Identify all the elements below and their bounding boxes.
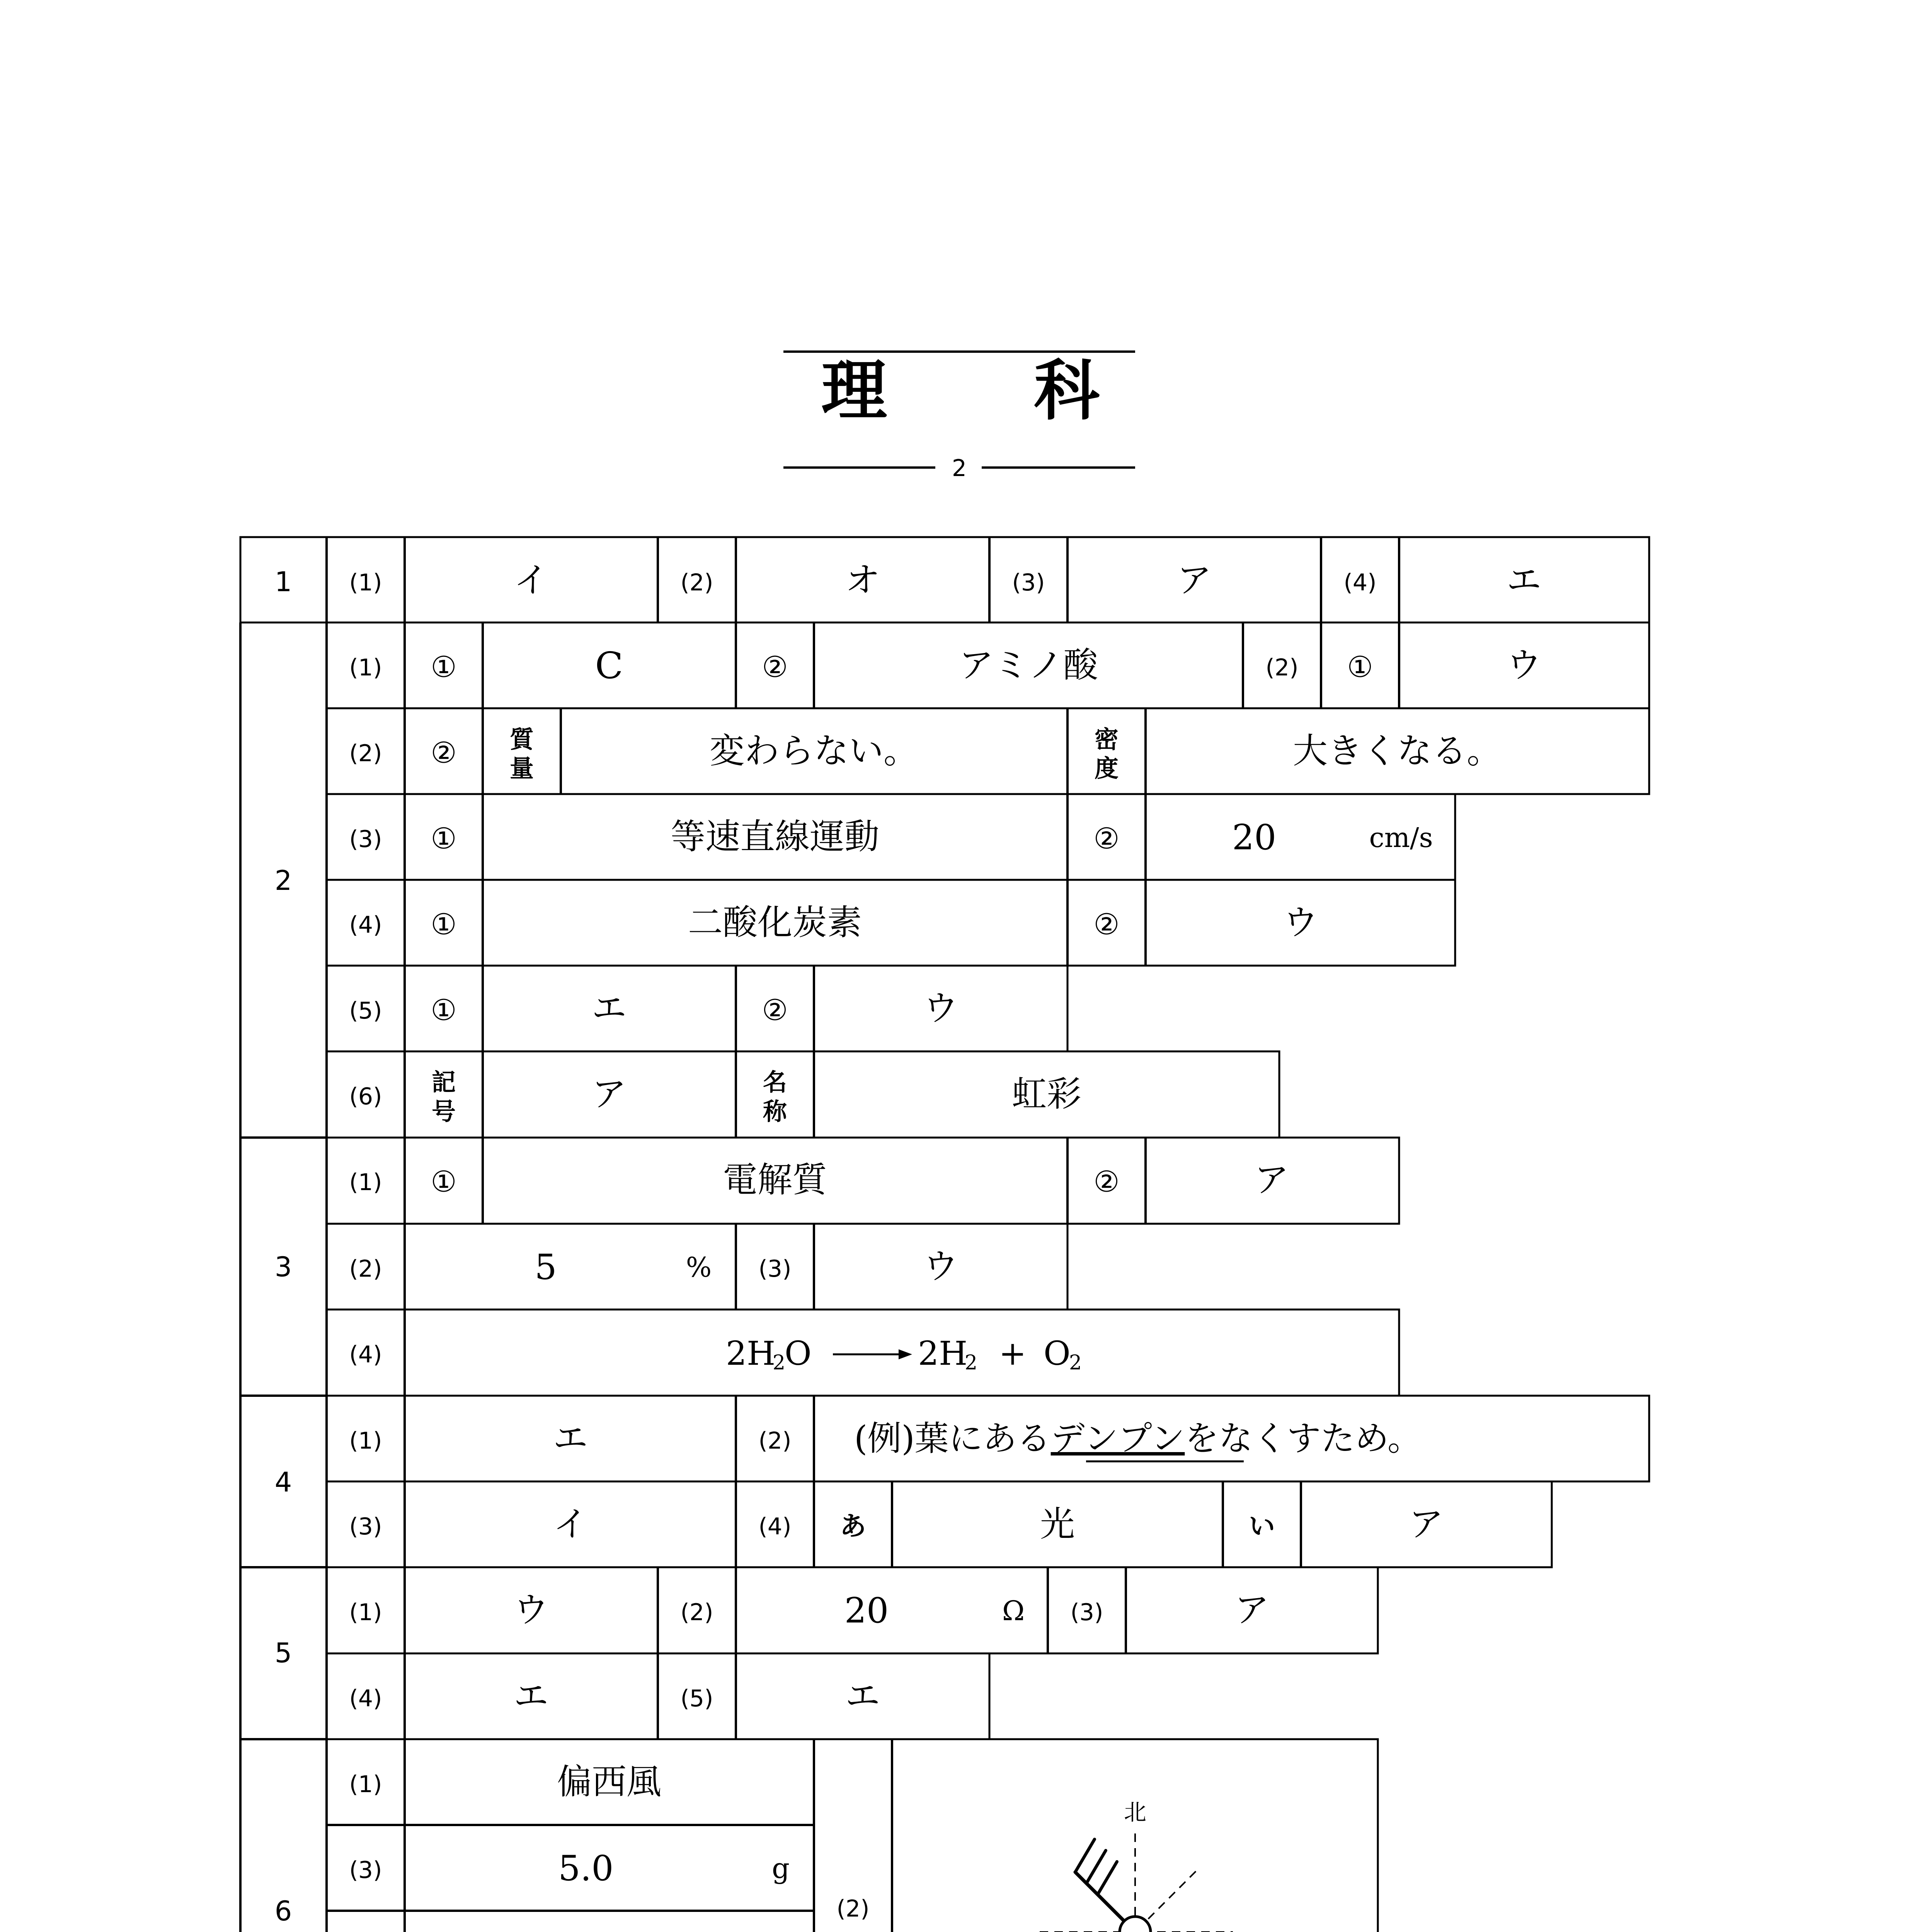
question-3 — [240, 1138, 1399, 1396]
q3-4-label: (4) — [349, 1341, 382, 1368]
q4-2-label: (2) — [758, 1427, 792, 1454]
reaction-arrow-icon — [899, 1349, 912, 1359]
q2-6-key2-top: 名 — [763, 1068, 787, 1096]
q6-2-label: (2) — [836, 1895, 870, 1922]
q2-5-label: (5) — [349, 997, 382, 1024]
q2-2b-answer2: 大きくなる。 — [1293, 731, 1502, 771]
q3-r1 — [327, 1138, 1399, 1224]
q5-4-label: (4) — [349, 1685, 382, 1712]
q5-5-answer: エ — [845, 1676, 880, 1716]
q3-2-label: (2) — [349, 1255, 382, 1282]
q6-3-answer: 5.0 — [558, 1848, 614, 1889]
q2-6-label: (6) — [349, 1083, 382, 1110]
eq-plus: + — [999, 1335, 1027, 1373]
q3-2-answer: 5 — [535, 1247, 557, 1287]
q4-3-answer: イ — [553, 1504, 588, 1544]
q3-1-answer2: ア — [1254, 1160, 1289, 1200]
q3-4-equation — [726, 1335, 1082, 1374]
q2-1-circle2: ② — [762, 650, 788, 684]
page-header — [783, 352, 1135, 482]
q2-3-unit: cm/s — [1369, 822, 1433, 854]
q2-6-key1-top: 記 — [431, 1068, 456, 1096]
wind-force-barb-1 — [1075, 1839, 1095, 1872]
q4-2-answer-pre: (例)葉にある — [854, 1418, 1051, 1458]
q2-5-answer2: ウ — [923, 988, 958, 1029]
q4-4-key-a: あ — [839, 1511, 867, 1542]
q5-3-label: (3) — [1070, 1599, 1103, 1626]
page-title-left: 理 — [821, 353, 887, 429]
q3-3-answer: ウ — [923, 1246, 958, 1287]
q2-5-circle1: ① — [431, 993, 457, 1027]
q2-2-answer1: ウ — [1507, 645, 1541, 685]
q2-6-answer1: ア — [592, 1074, 627, 1114]
question-2 — [240, 622, 1649, 1138]
q2-2b-answer1: 変わらない。 — [710, 731, 918, 771]
q2-2b-key2-bottom: 度 — [1094, 754, 1119, 782]
eq-left-o: O — [785, 1335, 812, 1373]
q3-number: 3 — [274, 1251, 292, 1283]
eq-right-o: O — [1044, 1335, 1071, 1373]
q6-number: 6 — [274, 1895, 292, 1927]
q2-r6 — [327, 1051, 1279, 1138]
q2-4-label: (4) — [349, 912, 382, 939]
q2-6-answer2: 虹彩 — [1012, 1074, 1081, 1114]
question-5 — [240, 1567, 1378, 1739]
q5-1-label: (1) — [349, 1599, 382, 1626]
wind-force-barb-3 — [1098, 1862, 1117, 1895]
q4-1-answer: エ — [553, 1418, 588, 1459]
q2-6-key2-bottom: 称 — [763, 1097, 787, 1126]
page-title-right: 科 — [1033, 353, 1100, 429]
q1-3-answer: ア — [1177, 560, 1212, 600]
eq-left-h: 2H — [726, 1335, 776, 1373]
q2-3-circle1: ① — [431, 821, 457, 855]
q5-1-answer: ウ — [514, 1590, 548, 1630]
q1-3-label: (3) — [1012, 569, 1045, 596]
q5-3-answer: ア — [1234, 1590, 1269, 1630]
q1-4-label: (4) — [1343, 569, 1377, 596]
q2-3-answer1: 等速直線運動 — [671, 816, 879, 857]
q2-2b-key2-top: 密 — [1094, 725, 1119, 753]
q2-4-answer2: ウ — [1283, 902, 1318, 943]
question-6 — [240, 1739, 1378, 1932]
eq-right-h: 2H — [918, 1335, 968, 1373]
q6-3-unit: g — [771, 1852, 790, 1884]
q3-r3 — [327, 1310, 1399, 1396]
question-4 — [240, 1396, 1649, 1567]
q4-3-label: (3) — [349, 1513, 382, 1540]
compass-north-label: 北 — [1124, 1799, 1147, 1825]
q1-1-label: (1) — [349, 569, 382, 596]
q5-number: 5 — [274, 1637, 292, 1669]
q4-4-label: (4) — [758, 1513, 792, 1540]
q2-4-circle1: ① — [431, 907, 457, 941]
q2-3-answer2: 20 — [1232, 817, 1277, 858]
q2-2b-label: (2) — [349, 740, 382, 767]
q4-4-answer-a: 光 — [1040, 1504, 1075, 1544]
q4-2-answer — [854, 1418, 1422, 1458]
q1-1-answer: イ — [514, 560, 548, 600]
q2-5-circle2: ② — [762, 993, 788, 1027]
q3-2-unit: % — [686, 1252, 712, 1283]
q3-1-circle2: ② — [1093, 1165, 1120, 1199]
q2-4-circle2: ② — [1093, 907, 1120, 941]
q5-4-answer: エ — [514, 1676, 548, 1716]
q2-r3 — [327, 794, 1455, 880]
q2-3-label: (3) — [349, 826, 382, 853]
q3-1-answer1: 電解質 — [723, 1160, 827, 1200]
q4-2-answer-post: をなくすため。 — [1185, 1418, 1422, 1458]
eq-right-sub: 2 — [965, 1351, 978, 1374]
q5-2-unit: Ω — [1002, 1595, 1025, 1627]
q3-1-label: (1) — [349, 1169, 382, 1196]
q2-2-label: (2) — [1265, 654, 1299, 681]
q2-1-answer1: C — [595, 645, 623, 687]
q5-5-label: (5) — [680, 1685, 713, 1712]
q3-1-circle1: ① — [431, 1165, 457, 1199]
q1-2-answer: オ — [845, 560, 880, 600]
question-1 — [240, 537, 1649, 622]
q2-1-circle1: ① — [431, 650, 457, 684]
q2-6-key1-bottom: 号 — [431, 1097, 456, 1126]
q2-2b-key1-bottom: 量 — [509, 754, 534, 782]
q2-2b-circle: ② — [431, 736, 457, 770]
q4-1-label: (1) — [349, 1427, 382, 1454]
wind-force-barb-2 — [1086, 1850, 1106, 1883]
eq-left-sub: 2 — [773, 1351, 786, 1374]
q4-4-answer-i: ア — [1409, 1504, 1444, 1544]
page-number: 2 — [952, 455, 967, 482]
q2-3-circle2: ② — [1093, 821, 1120, 855]
q2-5-answer1: エ — [592, 988, 627, 1029]
q4-number: 4 — [274, 1466, 292, 1498]
q5-2-label: (2) — [680, 1599, 713, 1626]
q1-number: 1 — [274, 566, 292, 598]
weather-symbol — [1040, 1799, 1233, 1932]
q5-2-answer: 20 — [844, 1590, 889, 1631]
q2-2-circle1: ① — [1347, 650, 1373, 684]
q6-1-label: (1) — [349, 1771, 382, 1798]
q2-1-answer2: アミノ酸 — [959, 645, 1098, 685]
q6-3-label: (3) — [349, 1857, 382, 1884]
q4-2-answer-underlined: デンプン — [1050, 1418, 1185, 1458]
q1-2-label: (2) — [680, 569, 713, 596]
q2-number: 2 — [274, 865, 292, 896]
q1-4-answer: エ — [1507, 560, 1541, 600]
q1-row — [240, 537, 1649, 622]
q3-3-label: (3) — [758, 1255, 792, 1282]
q2-4-answer1: 二酸化炭素 — [688, 902, 862, 943]
q2-2b-key1-top: 質 — [509, 725, 534, 753]
q4-r2 — [327, 1481, 1552, 1567]
q4-4-key-i: い — [1248, 1511, 1275, 1542]
q6-1-answer: 偏西風 — [557, 1762, 661, 1802]
q2-1-label: (1) — [349, 654, 382, 681]
eq-right-o-sub: 2 — [1069, 1351, 1082, 1374]
